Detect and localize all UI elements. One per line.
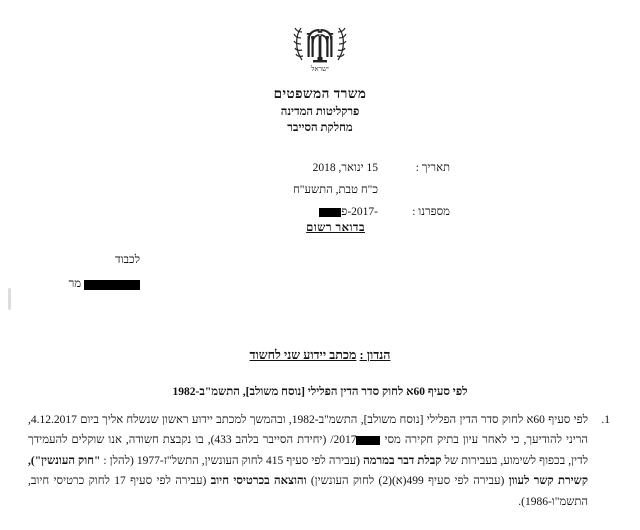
paragraph-segment-4: (עבירה לפי סעיף 415 לחוק העונשין, התשל"ז-1977 (להלן :: [100, 454, 364, 467]
ministry-name: משרד המשפטים: [273, 86, 367, 101]
document-body: [28, 410, 610, 512]
registered-mail-note: בדואר רשום: [306, 222, 365, 234]
subject-text: מכתב יידוע שני לחשוד: [249, 348, 357, 362]
redaction-block-ref: [319, 208, 341, 217]
date-label: תאריך :: [415, 162, 450, 174]
addressee-block: [20, 248, 140, 296]
law-reference: לפי סעיף 60א לחוק סדר הדין הפלילי [נוסח משולב], התשמ"ב-1982: [172, 386, 468, 398]
paragraph-1: [28, 410, 610, 512]
paragraph-segment-9: (עבירה לפי סעיף 17 לחוק כרטיסי חיוב, התשמ"ו-1986).: [28, 475, 588, 508]
ref-number: [218, 202, 378, 224]
ref-suffix: -2017-פ: [341, 205, 378, 218]
date-gregorian: 15 ינואר, 2018: [312, 162, 378, 174]
meta-values: [218, 158, 378, 224]
state-attorney-office: פרקליטות המדינה: [280, 105, 360, 118]
subject-line: [0, 348, 640, 363]
redaction-block-name: [84, 280, 140, 290]
paragraph-text: [28, 414, 588, 508]
paragraph-segment-3: קבלת דבר במרמה: [363, 454, 442, 467]
israel-state-emblem-icon: [293, 10, 347, 76]
paragraph-segment-5: "חוק העונשין"): [30, 454, 101, 467]
ministry-header: [0, 84, 640, 137]
meta-labels: [412, 158, 450, 224]
paragraph-segment-6: , קשירת קשר לעוון: [28, 454, 588, 488]
ref-label: מספרנו :: [412, 205, 450, 218]
paragraph-number: 1.: [601, 414, 610, 426]
addressee-to: לכבוד: [114, 254, 140, 266]
page-edge-mark: [8, 288, 11, 310]
paragraph-segment-0: לפי סעיף 60א לחוק סדר הדין הפלילי [נוסח משולב], התשמ"ב-1982, ובהמשך למכתב יידוע ראשון שנשלח אליך ביום 4.12.2017, הריני להודיעך, כי לאחר עיון בתיק חקירה מסי: [28, 414, 589, 447]
addressee-title: מר: [68, 278, 82, 291]
paragraph-segment-2: 2017/ (יחידת הסייבר בלהב 433), בו נקבצת חשודה, אנו שוקלים להעמידך לדין, בכפוף לשימוע, בעבירות של: [28, 434, 588, 467]
emblem-container: [0, 10, 640, 76]
date-hebrew: כ"ח טבת, התשע"ח: [292, 183, 378, 196]
redaction-block-case-number: [356, 436, 380, 445]
subject-prefix: הנדון :: [359, 348, 391, 362]
paragraph-segment-7: (עבירה לפי סעיף 499(א)(2) לחוק העונשין): [306, 475, 509, 488]
paragraph-segment-8: והוצאה בכרטיסי חיוב: [210, 475, 307, 488]
cyber-department: מחלקת הסייבר: [287, 122, 353, 135]
emblem-caption: ישראל: [311, 65, 329, 73]
addressee-name-row: [20, 272, 140, 296]
